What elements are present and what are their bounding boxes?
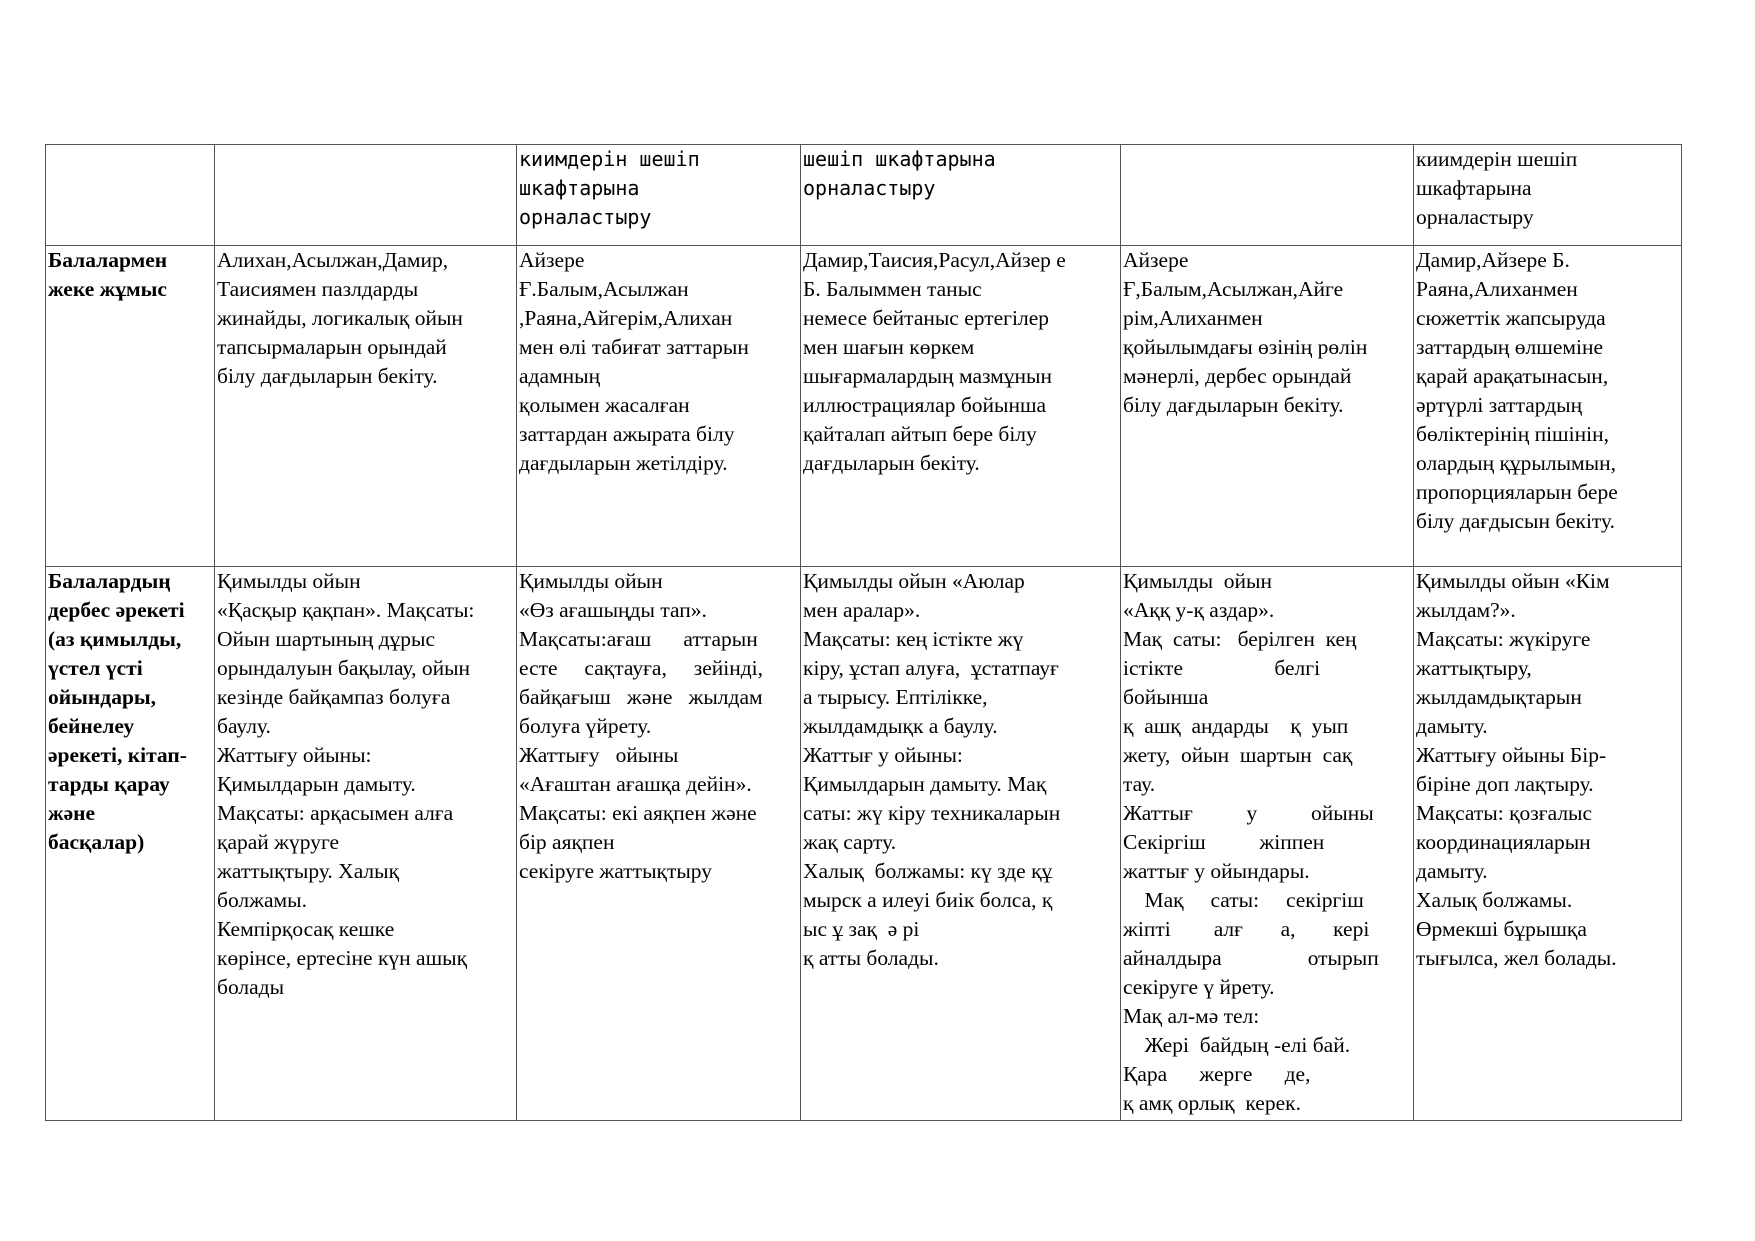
table-cell: [215, 246, 517, 567]
cell-text: киимдерін шешіп шкафтарына орналастыру: [519, 147, 700, 229]
row-label: Балалармен жеке жұмыс: [48, 248, 168, 301]
table-cell: [215, 145, 517, 246]
cell-text: Айзере Ғ.Балым,Асылжан ,Раяна,Айгерім,Алихан мен өлі табиғат заттарын адамның қолымен жасалған заттардан ажырата білу дағдыларын жетілдіру.: [519, 248, 749, 475]
table-cell: [1414, 567, 1682, 1121]
table-cell: [801, 567, 1121, 1121]
cell-text: Қимылды ойын «Аюлар мен аралар». Мақсаты: кең істікте жү кіру, ұстап алуға, ұстатпауғ а тырысу. Ептілікке, жылдамдықк а баулу. Жаттығ у ойыны: Қимылдарын дамыту. Мақ саты: жү кіру техникаларын жақ сарту. Халық болжамы: кү зде құ мырск а илеуі биік болса, қ ыс ұ зақ ә рі қ атты болады.: [803, 569, 1061, 970]
row-label-cell: [46, 145, 215, 246]
cell-text: Алихан,Асылжан,Дамир, Таисиямен пазлдарды жинайды, логикалық ойын тапсырмаларын орындай білу дағдыларын бекіту.: [217, 248, 463, 388]
row-label: Балалардың дербес әрекеті (аз қимылды, үстел үсті ойындары, бейнелеу әрекеті, кітап- тарды қарау және басқалар): [48, 569, 187, 854]
table-row: [46, 145, 1682, 246]
cell-text: киимдерін шешіп шкафтарына орналастыру: [1416, 147, 1578, 229]
table-row: [46, 246, 1682, 567]
table-cell: [215, 567, 517, 1121]
table-cell: [1414, 145, 1682, 246]
cell-text: Дамир,Айзере Б. Раяна,Алиханмен сюжеттік жапсыруда заттардың өлшеміне қарай арақатынасын, әртүрлі заттардың бөліктерінің пішінін, олардың құрылымын, пропорцияларын бере білу дағдысын бекіту.: [1416, 248, 1618, 533]
row-label-cell: [46, 246, 215, 567]
cell-text: Қимылды ойын «Аққ у-қ аздар». Мақ саты: берілген кең істікте белгі бойынша қ ашқ андарды қ уып жету, ойын шартын сақ тау. Жаттығ у ойыны Секіргіш жіппен жаттығ у ойындары. Мақ саты: секіргіш жіпті алғ а, кері айналдыра отырып секіруге ү йрету. Мақ ал-мә тел: Жері байдың -елі бай. Қара жерге де, қ амқ орлық керек.: [1123, 569, 1379, 1115]
table-cell: [517, 567, 801, 1121]
cell-text: Қимылды ойын «Қасқыр қақпан». Мақсаты: Ойын шартының дұрыс орындалуын бақылау, ойын кезінде байқампаз болуға баулу. Жаттығу ойыны: Қимылдарын дамыту. Мақсаты: арқасымен алға қарай жүруге жаттықтыру. Халық болжамы. Кемпірқосақ кешке көрінсе, ертесіне күн ашық болады: [217, 569, 475, 999]
cell-text: шешіп шкафтарына орналастыру: [803, 147, 996, 200]
cell-text: Қимылды ойын «Өз ағашыңды тап». Мақсаты:ағаш аттарын есте сақтауға, зейінді, байқағыш және жылдам болуға үйрету. Жаттығу ойыны «Ағаштан ағашқа дейін». Мақсаты: екі аяқпен және бір аяқпен секіруге жаттықтыру: [519, 569, 764, 883]
plan-table: [45, 144, 1682, 1121]
cell-text: Қимылды ойын «Кім жылдам?». Мақсаты: жүкіруге жаттықтыру, жылдамдықтарын дамыту. Жаттығу ойыны Бір- біріне доп лақтыру. Мақсаты: қозғалыс координацияларын дамыту. Халық болжамы. Өрмекші бұрышқа тығылса, жел болады.: [1416, 569, 1617, 970]
table-cell: [801, 246, 1121, 567]
row-label-cell: [46, 567, 215, 1121]
table-cell: [1121, 145, 1414, 246]
table-cell: [801, 145, 1121, 246]
table-row: [46, 567, 1682, 1121]
table-cell: [1121, 567, 1414, 1121]
cell-text: Айзере Ғ,Балым,Асылжан,Айге рім,Алиханмен қойылымдағы өзінің рөлін мәнерлі, дербес орындай білу дағдыларын бекіту.: [1123, 248, 1368, 417]
table-cell: [517, 145, 801, 246]
table-cell: [1414, 246, 1682, 567]
table-cell: [1121, 246, 1414, 567]
cell-text: Дамир,Таисия,Расул,Айзер е Б. Балыммен таныс немесе бейтаныс ертегілер мен шағын көркем шығармалардың мазмұнын иллюстрациялар бойынша қайталап айтып бере білу дағдыларын бекіту.: [803, 248, 1066, 475]
table-cell: [517, 246, 801, 567]
